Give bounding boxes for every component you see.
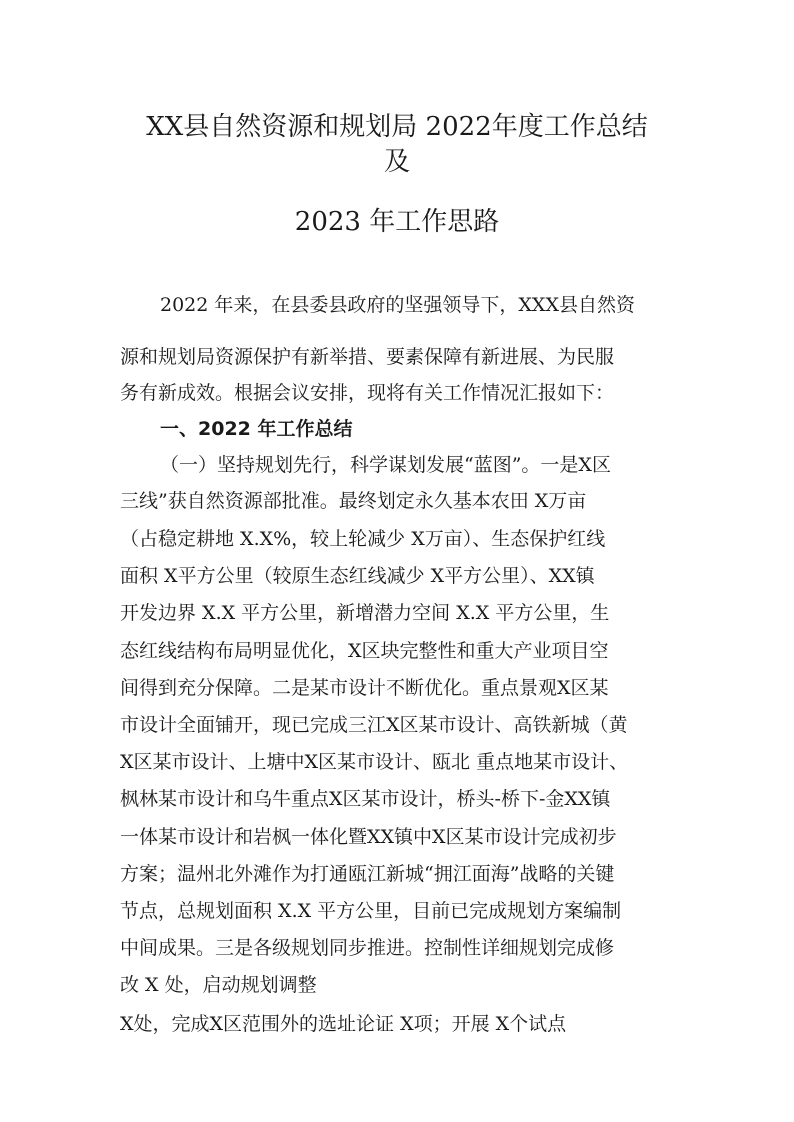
paragraph-line: 2022 年来，在县委县政府的坚强领导下，XXX县自然资 [160,294,635,316]
paragraph-line: 间得到充分保障。二是某市设计不断优化。重点景观X区某 [120,677,609,699]
paragraph-line: 态红线结构布局明显优化，X区块完整性和重大产业项目空 [120,640,609,662]
paragraph-line: （占稳定耕地 X.X%，较上轮减少 X万亩）、生态保护红线 [120,528,606,550]
document-title-line-1: XX县自然资源和规划局 2022年度工作总结 [146,112,648,142]
document-title-line-3: 2023 年工作思路 [294,207,500,237]
paragraph-line: 务有新成效。根据会议安排，现将有关工作情况汇报如下： [120,382,615,404]
paragraph-line: 面积 X平方公里（较原生态红线减少 X平方公里）、XX镇 [120,565,595,587]
paragraph-line: 节点，总规划面积 X.X 平方公里，目前已完成规划方案编制 [120,900,622,922]
paragraph-line: 枫林某市设计和乌牛重点X区某市设计，桥头-桥下-金XX镇 [120,788,611,810]
paragraph-line: 源和规划局资源保护有新举措、要素保障有新进展、为民服 [120,346,615,368]
paragraph-line: 改 X 处，启动规划调整 [120,974,317,996]
paragraph-line: 一体某市设计和岩枫一体化暨XX镇中X区某市设计完成初步 [120,826,617,848]
section-heading: 一、2022 年工作总结 [160,418,353,440]
paragraph-line: 方案；温州北外滩作为打通瓯江新城“拥江面海”战略的关键 [120,863,615,885]
paragraph-line: 开发边界 X.X 平方公里，新增潜力空间 X.X 平方公里，生 [120,602,610,624]
paragraph-line: X处，完成X区范围外的选址论证 X项；开展 X个试点 [120,1013,567,1035]
paragraph-line: （一）坚持规划先行，科学谋划发展“蓝图”。一是X区 [160,454,611,476]
paragraph-line: 中间成果。三是各级规划同步推进。控制性详细规划完成修 [120,937,615,959]
paragraph-line: 三线”获自然资源部批准。最终划定永久基本农田 X万亩 [120,490,587,512]
document-title-line-2: 及 [383,147,410,177]
paragraph-line: X区某市设计、上塘中X区某市设计、瓯北 重点地某市设计、 [120,751,629,773]
paragraph-line: 市设计全面铺开，现已完成三江X区某市设计、高铁新城（黄 [120,714,628,736]
